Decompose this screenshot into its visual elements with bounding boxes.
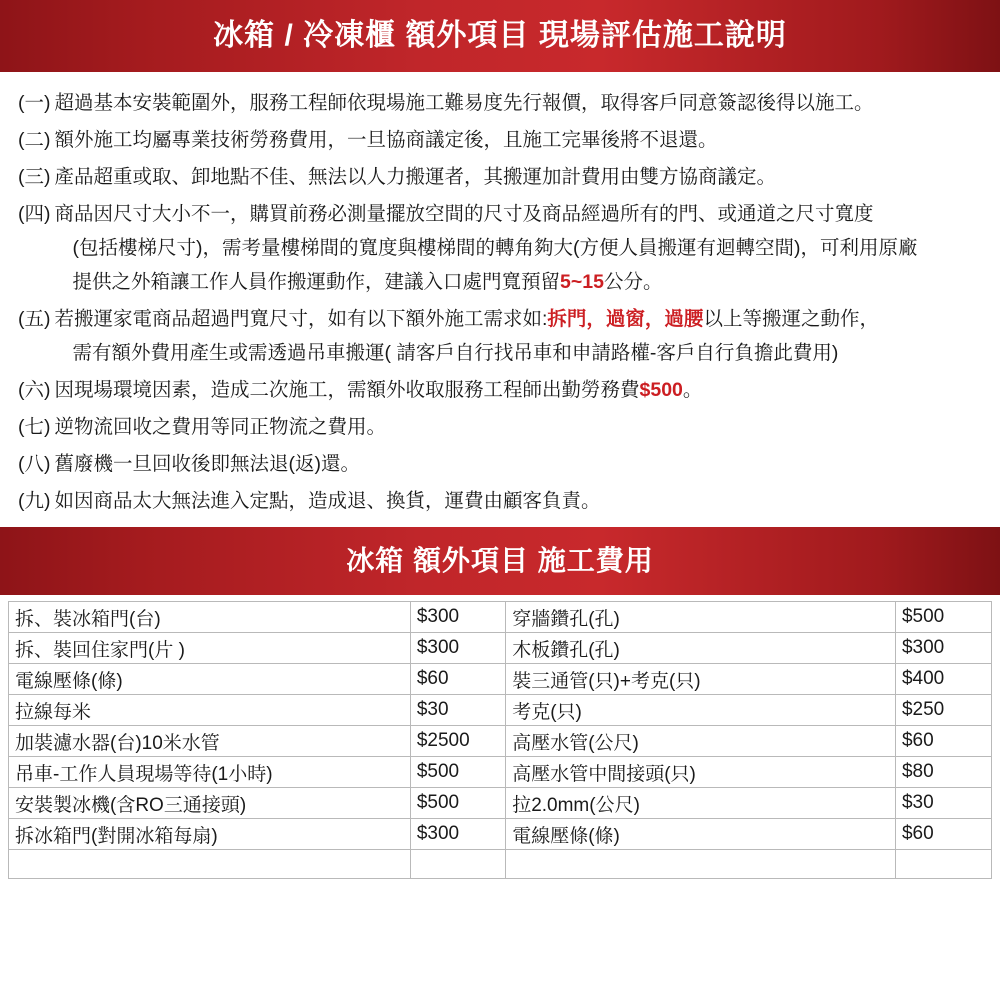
fee-item: 穿牆鑽孔(孔) (506, 602, 896, 633)
fee-price (410, 850, 505, 879)
fee-item: 木板鑽孔(孔) (506, 633, 896, 664)
fee-item: 考克(只) (506, 695, 896, 726)
table-row (9, 602, 992, 633)
fee-price: $30 (410, 695, 505, 726)
fee-price: $500 (410, 788, 505, 819)
note-highlight: 5~15 (560, 271, 604, 293)
fee-price: $300 (410, 819, 505, 850)
fee-item: 加裝濾水器(台)10米水管 (9, 726, 411, 757)
note-item (18, 302, 982, 370)
note-line (55, 308, 879, 330)
note-text: 額外施工均屬專業技術勞務費用，一旦協商議定後，且施工完畢後將不退還。 (54, 129, 718, 151)
note-item (18, 373, 982, 407)
note-item (18, 86, 982, 120)
fee-item: 拉2.0mm(公尺) (506, 788, 896, 819)
note-item (18, 160, 982, 194)
note-line (55, 265, 983, 299)
table-row (9, 757, 992, 788)
note-text (55, 302, 983, 370)
fee-item: 電線壓條(條) (506, 819, 896, 850)
note-line-tail: 公分。 (603, 271, 663, 293)
note-item (18, 197, 982, 299)
fee-price: $300 (410, 633, 505, 664)
note-marker: (六) (18, 379, 51, 401)
note-line-text: 提供之外箱讓工作人員作搬運動作，建議入口處門寬預留 (72, 271, 561, 293)
note-text: 如因商品太大無法進入定點，造成退、換貨，運費由顧客負責。 (54, 490, 601, 512)
note-text: 產品超重或取、卸地點不佳、無法以人力搬運者，其搬運加計費用由雙方協商議定。 (54, 166, 777, 188)
fee-item (9, 850, 411, 879)
note-marker: (四) (18, 203, 51, 225)
note-item (18, 447, 982, 481)
fee-table-wrap (0, 601, 1000, 879)
note-item (18, 410, 982, 444)
fee-price: $60 (895, 819, 991, 850)
note-line: (包括樓梯尺寸)，需考量樓梯間的寬度與樓梯間的轉角夠大(方便人員搬運有迴轉空間)，可利用原廠 (72, 237, 918, 259)
fee-item: 高壓水管中間接頭(只) (506, 757, 896, 788)
table-row (9, 788, 992, 819)
note-text: 超過基本安裝範圍外，服務工程師依現場施工難易度先行報價，取得客戶同意簽認後得以施工。 (54, 92, 874, 114)
table-row (9, 695, 992, 726)
note-marker: (一) (18, 92, 51, 114)
note-marker: (九) (18, 490, 51, 512)
note-text (55, 197, 983, 299)
note-line-lead: 因現場環境因素，造成二次施工，需額外收取服務工程師出勤勞務費 (54, 379, 640, 401)
fee-item: 拆、裝冰箱門(台) (9, 602, 411, 633)
fee-price: $60 (410, 664, 505, 695)
fee-item: 吊車-工作人員現場等待(1小時) (9, 757, 411, 788)
note-text: 舊廢機一旦回收後即無法退(返)還。 (54, 453, 360, 475)
installation-notes-list (0, 72, 1000, 527)
fee-price: $400 (895, 664, 991, 695)
note-line-after: 。 (682, 379, 703, 401)
table-row (9, 633, 992, 664)
fee-price: $500 (895, 602, 991, 633)
fee-item: 安裝製冰機(含RO三通接頭) (9, 788, 411, 819)
note-line-after: 以上等搬運之動作， (703, 308, 879, 330)
note-line-lead: 若搬運家電商品超過門寬尺寸，如有以下額外施工需求如: (54, 308, 548, 330)
note-marker: (三) (18, 166, 51, 188)
note-text: 逆物流回收之費用等同正物流之費用。 (54, 416, 387, 438)
fee-item: 高壓水管(公尺) (506, 726, 896, 757)
note-highlight: 拆門，過窗，過腰 (547, 308, 704, 330)
fee-item: 電線壓條(條) (9, 664, 411, 695)
fee-price: $250 (895, 695, 991, 726)
fee-item: 裝三通管(只)+考克(只) (506, 664, 896, 695)
fee-price: $2500 (410, 726, 505, 757)
table-row (9, 726, 992, 757)
fee-price: $60 (895, 726, 991, 757)
table-row (9, 664, 992, 695)
fee-table (8, 601, 992, 879)
fee-price: $500 (410, 757, 505, 788)
section-header-installation-notes: 冰箱 / 冷凍櫃 額外項目 現場評估施工說明 (0, 0, 1000, 72)
fee-item: 拉線每米 (9, 695, 411, 726)
note-marker: (七) (18, 416, 51, 438)
note-text (55, 373, 983, 407)
table-row (9, 819, 992, 850)
note-line: 商品因尺寸大小不一，購買前務必測量擺放空間的尺寸及商品經過所有的門、或通道之尺寸寬度 (54, 203, 874, 225)
note-highlight: $500 (639, 379, 683, 401)
note-marker: (五) (18, 308, 51, 330)
note-marker: (二) (18, 129, 51, 151)
fee-price: $300 (895, 633, 991, 664)
fee-price: $30 (895, 788, 991, 819)
fee-item: 拆冰箱門(對開冰箱每扇) (9, 819, 411, 850)
fee-item: 拆、裝回住家門(片 ) (9, 633, 411, 664)
fee-price (895, 850, 991, 879)
note-marker: (八) (18, 453, 51, 475)
note-item (18, 123, 982, 157)
fee-item (506, 850, 896, 879)
note-item (18, 484, 982, 518)
section-header-fee-table: 冰箱 額外項目 施工費用 (0, 527, 1000, 595)
note-line: 需有額外費用產生或需透過吊車搬運( 請客戶自行找吊車和申請路權-客戶自行負擔此費用) (72, 342, 839, 364)
table-row (9, 850, 992, 879)
fee-price: $300 (410, 602, 505, 633)
fee-price: $80 (895, 757, 991, 788)
